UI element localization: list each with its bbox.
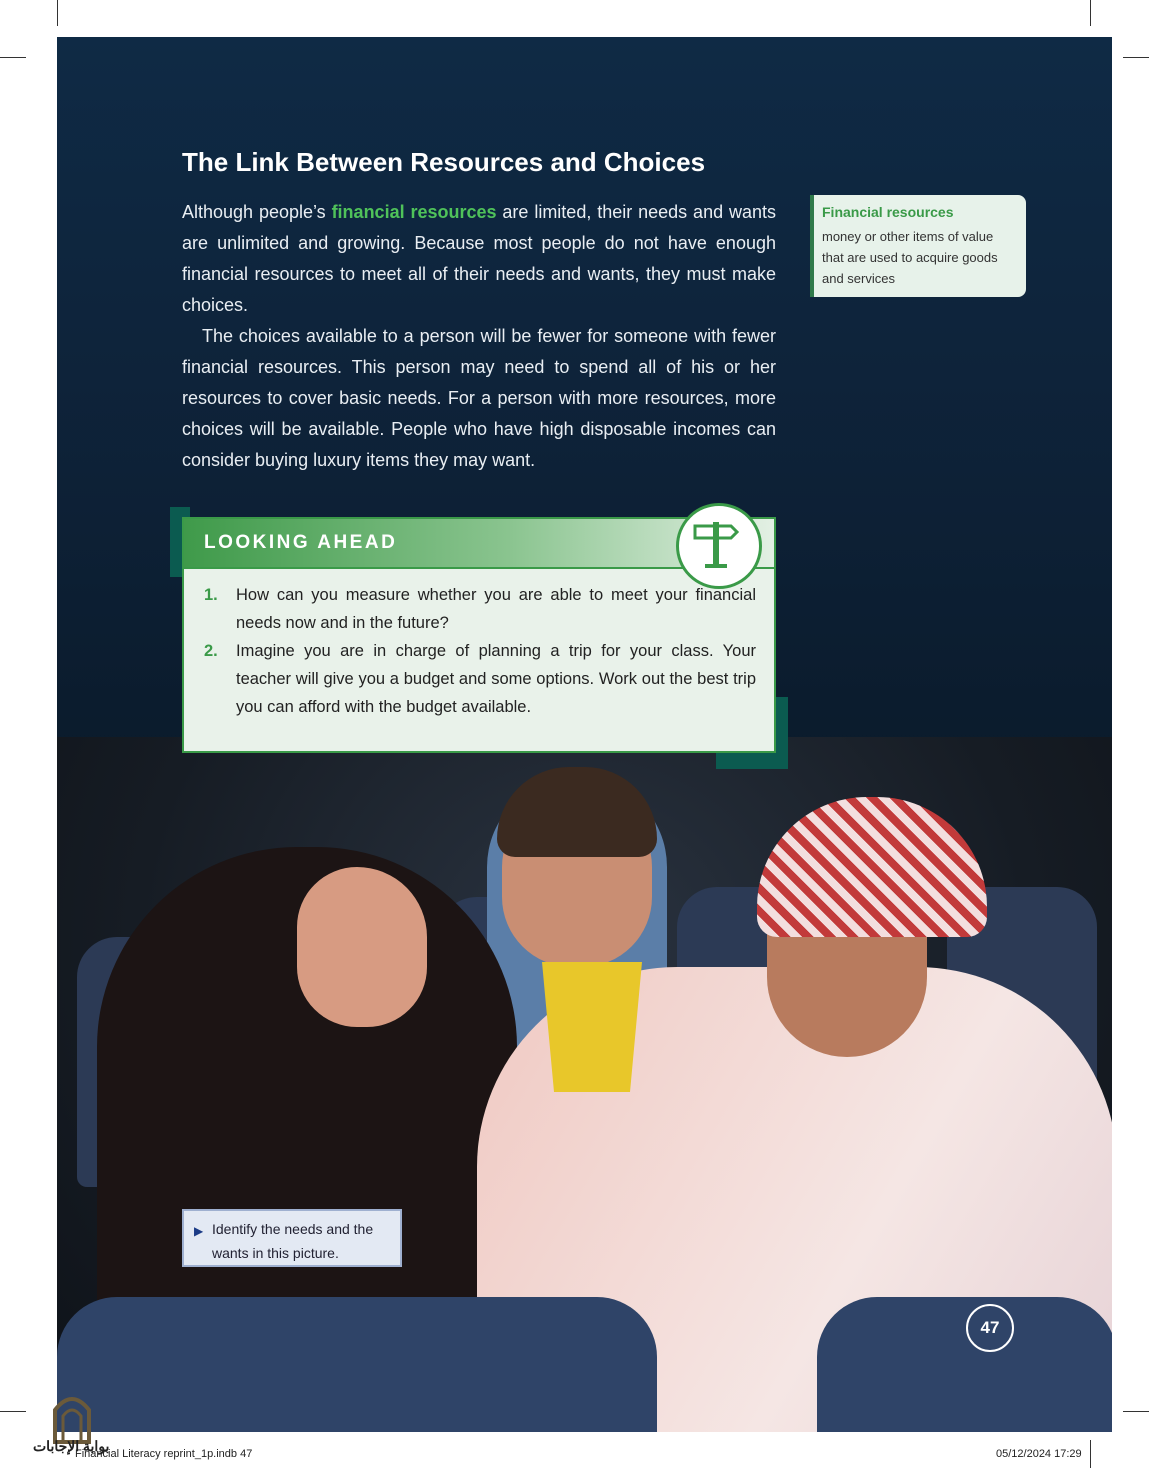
glossary-box: [810, 195, 1026, 297]
woman-face: [297, 867, 427, 1027]
front-seat: [817, 1297, 1112, 1432]
shemagh-headdress: [757, 797, 987, 937]
family-cinema-photo: [57, 737, 1112, 1432]
crop-mark: [0, 57, 26, 58]
crop-mark: [0, 1411, 26, 1412]
looking-ahead-box: [182, 517, 776, 753]
child-hair: [497, 767, 657, 857]
caption-text: Identify the needs and the wants in this picture.: [212, 1221, 374, 1261]
key-term-highlight: financial resources: [331, 202, 497, 222]
glossary-term: Financial resources: [822, 204, 954, 220]
signpost-icon: [676, 503, 762, 589]
list-item-text: How can you measure whether you are able to meet your financial needs now and in the future?: [236, 586, 756, 632]
paragraph-1-start: Although people’s: [182, 202, 332, 222]
crop-mark: [1123, 57, 1149, 58]
page-number: 47: [966, 1304, 1014, 1352]
body-text: [182, 197, 776, 476]
caption-arrow-icon: ▶: [194, 1224, 204, 1238]
looking-ahead-list: [204, 581, 756, 721]
list-item: [204, 637, 756, 721]
print-file-info: Financial Literacy reprint_1p.indb 47: [75, 1448, 253, 1460]
list-item: [204, 581, 756, 637]
list-item-text: Imagine you are in charge of planning a trip for your class. Your teacher will give you a budget and some options. Work out the best trip you can afford with the budget available.: [236, 642, 756, 716]
photo-caption: [182, 1209, 402, 1267]
crop-mark: [1123, 1411, 1149, 1412]
textbook-page: [57, 37, 1112, 1432]
looking-ahead-title: LOOKING AHEAD: [204, 532, 398, 553]
front-seat: [57, 1297, 657, 1432]
paragraph-2: The choices available to a person will be fewer for someone with fewer financial resources. This person may need to spend all of his or her resources to cover basic needs. For a person with more resources, more choices will be available. People who have high disposable incomes can consider buying luxury items they may want.: [182, 326, 776, 470]
popcorn-cup: [542, 962, 642, 1092]
paragraph-1: [182, 197, 776, 321]
crop-mark: [1090, 0, 1091, 26]
glossary-definition: money or other items of value that are used to acquire goods and services: [822, 229, 998, 286]
crop-mark: [57, 0, 58, 26]
site-name: بوابة الإجابات: [33, 1438, 110, 1454]
list-item-number: 2.: [204, 642, 218, 660]
list-item-number: 1.: [204, 586, 218, 604]
crop-mark: [1090, 1440, 1091, 1468]
print-date: 05/12/2024 17:29: [996, 1448, 1082, 1460]
page-title: The Link Between Resources and Choices: [182, 147, 706, 177]
paragraph-1-rest: are limited, their needs and wants are unlimited and growing. Because most people do not have enough financial resources to meet all of their needs and wants, they must make choices.: [182, 202, 776, 315]
